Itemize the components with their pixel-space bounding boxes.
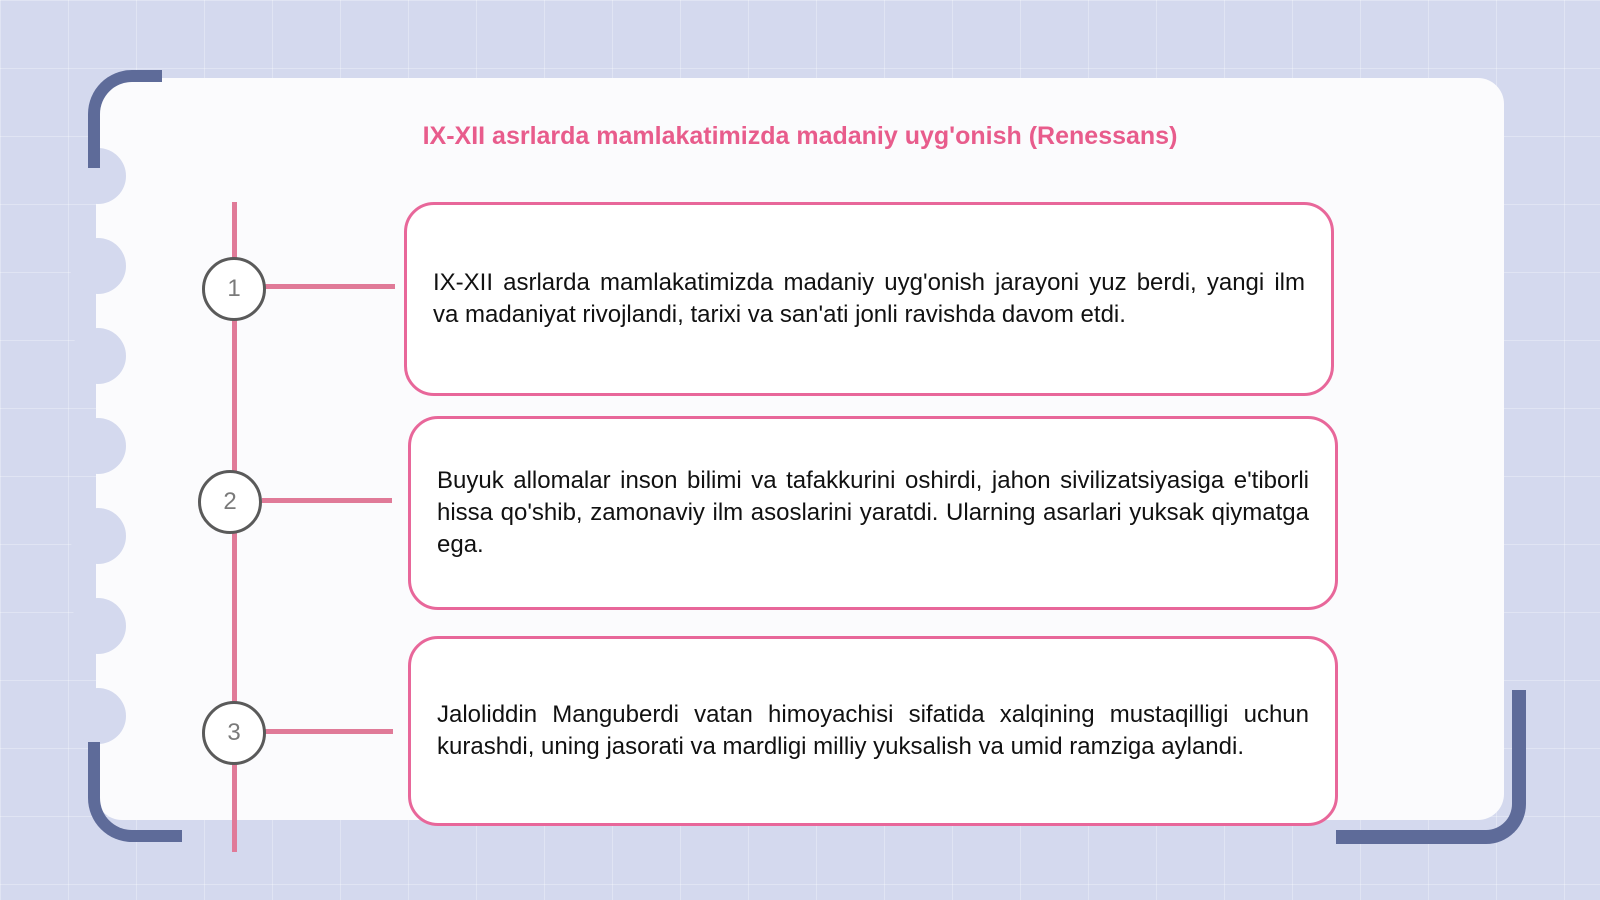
frame-corner-bottom-left <box>88 742 182 842</box>
timeline-number-1 <box>202 257 266 321</box>
timeline-number-2 <box>198 470 262 534</box>
timeline-number-3 <box>202 701 266 765</box>
slide-title: IX-XII asrlarda mamlakatimizda madaniy uyg'onish (Renessans) <box>422 122 1178 150</box>
timeline-number-label: 1 <box>227 275 241 302</box>
sheet-edge-scallop <box>70 508 126 564</box>
timeline-connector <box>262 498 392 503</box>
frame-corner-top-left <box>88 70 162 168</box>
sheet-edge-scallop <box>70 688 126 744</box>
timeline-card-1 <box>404 202 1334 396</box>
timeline-card-3 <box>408 636 1338 826</box>
sheet-edge-scallop <box>70 598 126 654</box>
sheet-edge-scallop <box>70 418 126 474</box>
frame-corner-bottom-right <box>1336 690 1526 844</box>
timeline-card-text: IX-XII asrlarda mamlakatimizda madaniy uyg'onish jarayoni yuz berdi, yangi ilm va madaniyat rivojlandi, tarixi va san'ati jonli ravishda davom etdi. <box>433 269 1305 328</box>
timeline-connector <box>265 729 393 734</box>
sheet-edge-scallop <box>70 328 126 384</box>
sheet-edge-scallop <box>70 238 126 294</box>
timeline-connector <box>265 284 395 289</box>
timeline-number-label: 3 <box>227 719 241 746</box>
timeline-card-text: Jaloliddin Manguberdi vatan himoyachisi sifatida xalqining mustaqilligi uchun kurashdi, uning jasorati va mardligi milliy yuksalish va umid ramziga aylandi. <box>437 701 1309 760</box>
timeline-number-label: 2 <box>223 488 237 515</box>
timeline-card-text: Buyuk allomalar inson bilimi va tafakkurini oshirdi, jahon sivilizatsiyasiga e'tiborli hissa qo'shib, zamonaviy ilm asoslarini yaratdi. Ularning asarlari yuksak qiymatga ega. <box>437 467 1309 558</box>
timeline-card-2 <box>408 416 1338 610</box>
